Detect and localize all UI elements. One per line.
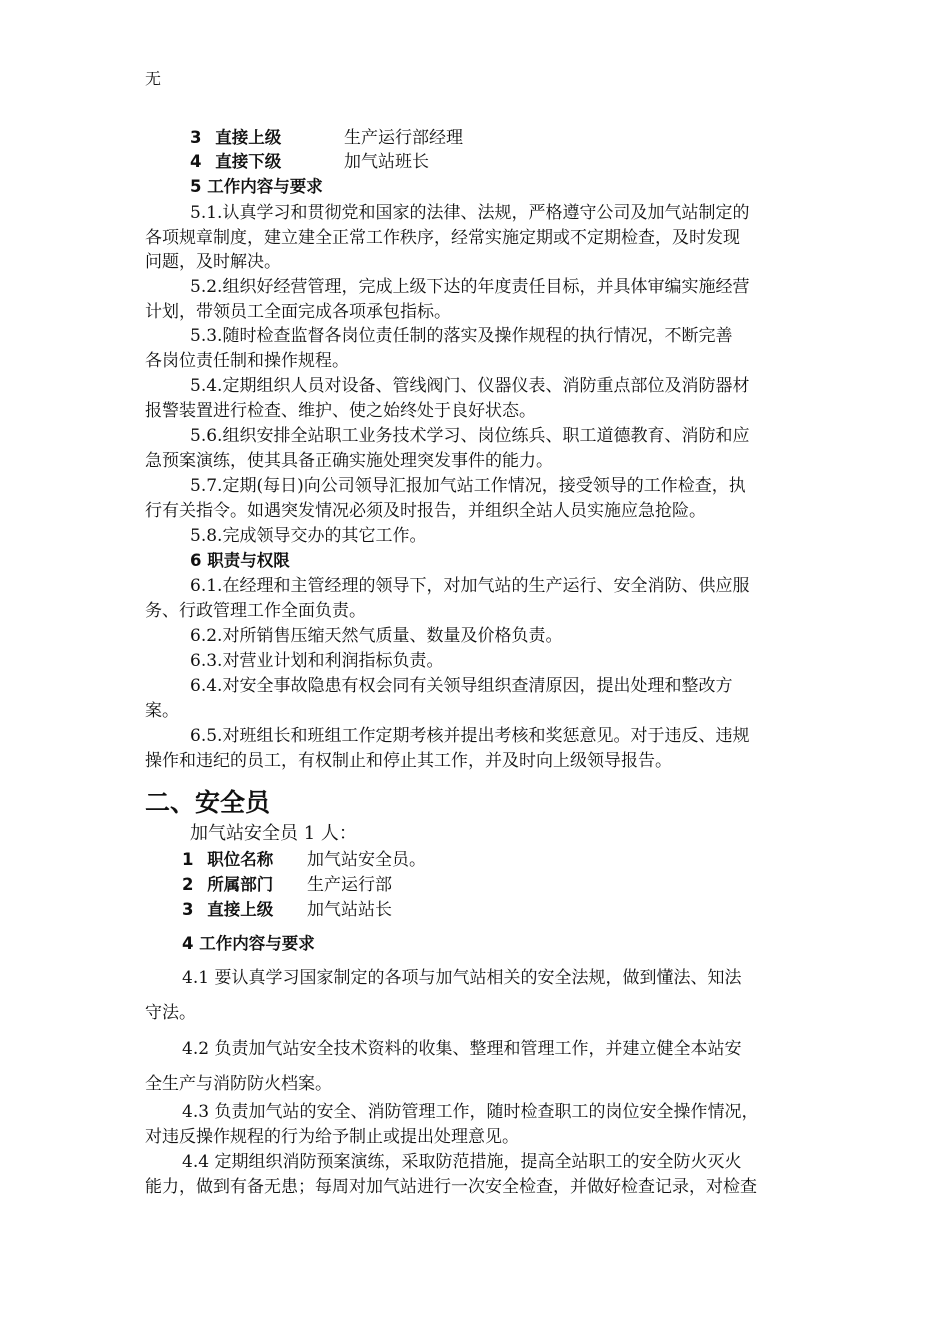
subordinate-value: 加气站班长 (344, 152, 429, 172)
position-name-value: 加气站安全员。 (307, 850, 426, 870)
superior-row (182, 898, 273, 922)
department-row (182, 873, 273, 897)
row-label: 所属部门 (207, 875, 274, 894)
paragraph-line: 务、行政管理工作全面负责。 (145, 601, 366, 621)
page-header: 无 (145, 69, 162, 88)
row-number: 4 (190, 152, 202, 171)
paragraph-line: 5.8.完成领导交办的其它工作。 (190, 526, 427, 546)
paragraph-line: 6.5.对班组长和班组工作定期考核并提出考核和奖惩意见。对于违反、违规 (190, 726, 750, 746)
paragraph-line: 行有关指令。如遇突发情况必须及时报告，并组织全站人员实施应急抢险。 (145, 501, 706, 521)
paragraph-line: 急预案演练，使其具备正确实施处理突发事件的能力。 (145, 451, 553, 471)
section-heading-duties: 5 工作内容与要求 (190, 177, 323, 196)
section-heading-duties: 4 工作内容与要求 (182, 934, 315, 953)
paragraph-line: 问题，及时解决。 (145, 252, 281, 272)
paragraph-line: 各项规章制度，建立建全正常工作秩序，经常实施定期或不定期检查，及时发现 (145, 228, 740, 248)
row-number: 3 (190, 128, 202, 147)
paragraph-line: 4.1 要认真学习国家制定的各项与加气站相关的安全法规，做到懂法、知法 (182, 968, 742, 988)
paragraph-line: 6.1.在经理和主管经理的领导下，对加气站的生产运行、安全消防、供应服 (190, 576, 750, 596)
superior-value: 生产运行部经理 (344, 128, 463, 148)
paragraph-line: 计划，带领员工全面完成各项承包指标。 (145, 302, 451, 322)
superior-row (190, 126, 281, 150)
paragraph-line: 5.7.定期(每日)向公司领导汇报加气站工作情况，接受领导的工作检查，执 (190, 476, 746, 496)
paragraph-line: 5.2.组织好经营管理，完成上级下达的年度责任目标，并具体审编实施经营 (190, 277, 750, 297)
paragraph-line: 5.1.认真学习和贯彻党和国家的法律、法规，严格遵守公司及加气站制定的 (190, 203, 750, 223)
paragraph-line: 各岗位责任制和操作规程。 (145, 351, 349, 371)
paragraph-line: 案。 (145, 701, 179, 721)
paragraph-line: 报警装置进行检查、维护、使之始终处于良好状态。 (145, 401, 536, 421)
paragraph-line: 能力，做到有备无患；每周对加气站进行一次安全检查，并做好检查记录，对检查 (145, 1177, 757, 1197)
row-label: 直接上级 (215, 128, 282, 147)
row-number: 1 (182, 850, 194, 869)
intro-line: 加气站安全员 1 人： (190, 823, 357, 844)
paragraph-line: 守法。 (145, 1003, 196, 1023)
paragraph-line: 全生产与消防防火档案。 (145, 1074, 332, 1094)
paragraph-line: 6.3.对营业计划和利润指标负责。 (190, 651, 444, 671)
paragraph-line: 5.6.组织安排全站职工业务技术学习、岗位练兵、职工道德教育、消防和应 (190, 426, 750, 446)
paragraph-line: 5.4.定期组织人员对设备、管线阀门、仪器仪表、消防重点部位及消防器材 (190, 376, 750, 396)
section-heading-rights: 6 职责与权限 (190, 551, 290, 570)
position-name-row (182, 848, 273, 872)
department-value: 生产运行部 (307, 875, 392, 895)
subordinate-row (190, 150, 281, 174)
row-label: 直接下级 (215, 152, 282, 171)
row-label: 职位名称 (207, 850, 274, 869)
paragraph-line: 6.4.对安全事故隐患有权会同有关领导组织查清原因，提出处理和整改方 (190, 676, 733, 696)
paragraph-line: 6.2.对所销售压缩天然气质量、数量及价格负责。 (190, 626, 563, 646)
paragraph-line: 4.4 定期组织消防预案演练，采取防范措施，提高全站职工的安全防火灭火 (182, 1152, 742, 1172)
row-number: 2 (182, 875, 194, 894)
superior-value: 加气站站长 (307, 900, 392, 920)
paragraph-line: 对违反操作规程的行为给予制止或提出处理意见。 (145, 1127, 519, 1147)
paragraph-line: 操作和违纪的员工，有权制止和停止其工作，并及时向上级领导报告。 (145, 751, 672, 771)
row-label: 直接上级 (207, 900, 274, 919)
paragraph-line: 5.3.随时检查监督各岗位责任制的落实及操作规程的执行情况，不断完善 (190, 326, 733, 346)
paragraph-line: 4.3 负责加气站的安全、消防管理工作，随时检查职工的岗位安全操作情况， (182, 1102, 759, 1122)
paragraph-line: 4.2 负责加气站安全技术资料的收集、整理和管理工作，并建立健全本站安 (182, 1039, 742, 1059)
section-title: 二、安全员 (145, 788, 271, 817)
row-number: 3 (182, 900, 194, 919)
